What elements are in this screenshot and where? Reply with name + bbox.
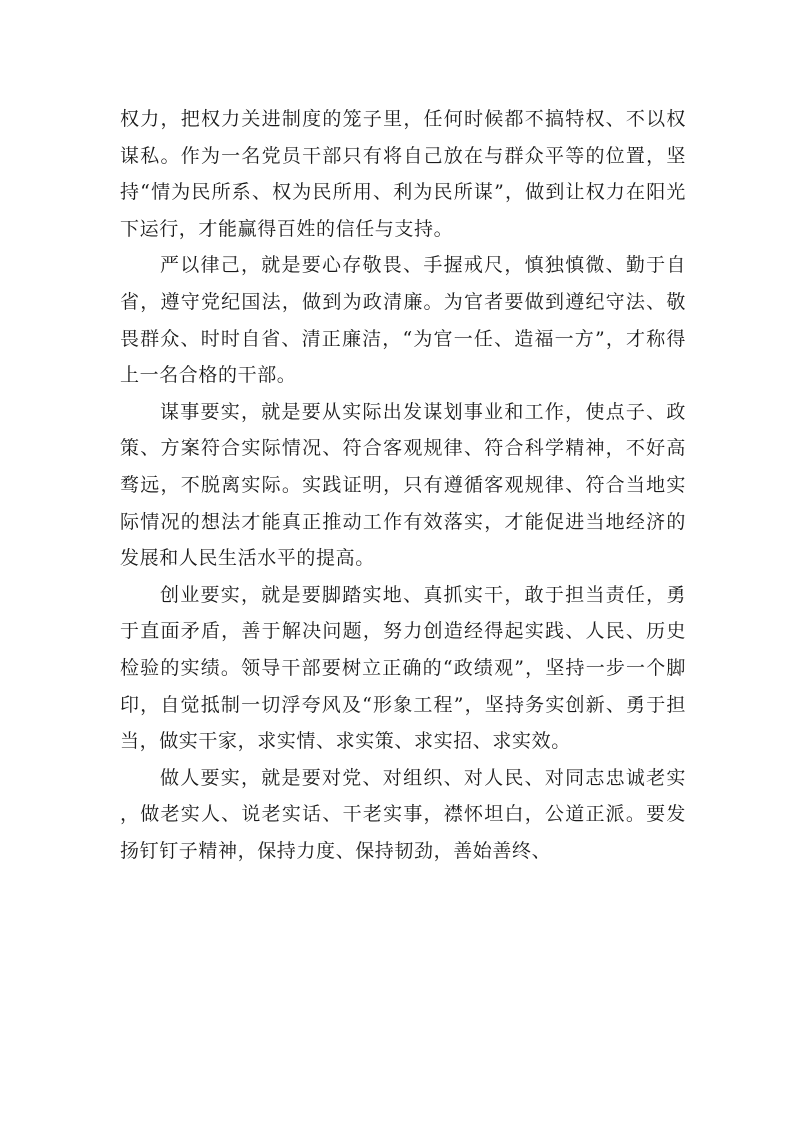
paragraph-1: 权力，把权力关进制度的笼子里，任何时候都不搞特权、不以权谋私。作为一名党员干部只有将自己放在与群众平等的位置，坚持“情为民所系、权为民所用、利为民所谋”，做到让权力在阳光下运行，才能赢得百姓的信任与支持。 (120, 108, 686, 240)
paragraph-3: 谋事要实，就是要从实际出发谋划事业和工作，使点子、政策、方案符合实际情况、符合客观规律、符合科学精神，不好高骛远，不脱离实际。实践证明，只有遵循客观规律、符合当地实际情况的想法才能真正推动工作有效落实，才能促进当地经济的发展和人民生活水平的提高。 (120, 400, 686, 570)
paragraph-5: 做人要实，就是要对党、对组织、对人民、对同志忠诚老实，做老实人、说老实话、干老实事，襟怀坦白，公道正派。要发扬钉钉子精神，保持力度、保持韧劲，善始善终、 (120, 766, 686, 862)
document-body (120, 101, 686, 869)
paragraph-4: 创业要实，就是要脚踏实地、真抓实干，敢于担当责任，勇于直面矛盾，善于解决问题，努力创造经得起实践、人民、历史检验的实绩。领导干部要树立正确的“政绩观”，坚持一步一个脚印，自觉抵制一切浮夸风及“形象工程”，坚持务实创新、勇于担当，做实干家，求实情、求实策、求实招、求实效。 (120, 583, 686, 753)
paragraph-2: 严以律己，就是要心存敬畏、手握戒尺，慎独慎微、勤于自省，遵守党纪国法，做到为政清廉。为官者要做到遵纪守法、敬畏群众、时时自省、清正廉洁，“为官一任、造福一方”，才称得上一名合格的干部。 (120, 254, 686, 387)
